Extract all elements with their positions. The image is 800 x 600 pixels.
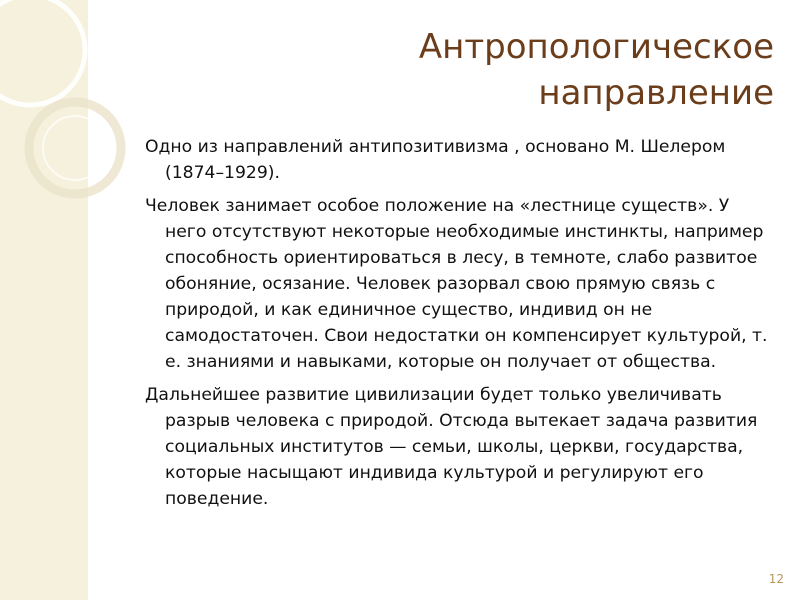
decorative-rings xyxy=(0,0,160,240)
paragraph-1: Одно из направлений антипозитивизма , основано М. Шелером (1874–1929). xyxy=(145,137,726,183)
paragraph-3: Дальнейшее развитие цивилизации будет только увеличивать разрыв человека с природой. Отсюда вытекает задача развития социальных институтов — семьи, школы, церкви, государства, которые насыщают индивида культурой и регулируют его поведение. xyxy=(145,385,758,509)
slide-title xyxy=(174,24,774,116)
title-line-1: Антропологическое xyxy=(418,27,774,67)
ring-inner xyxy=(43,116,107,180)
ring-top xyxy=(0,0,85,105)
slide-body xyxy=(145,134,775,519)
title-line-2: направление xyxy=(538,73,774,113)
page-number: 12 xyxy=(768,572,784,586)
paragraph-2: Человек занимает особое положение на «лестнице существ». У него отсутствуют некоторые необходимые инстинкты, например способность ориентироваться в лесу, в темноте, слабо развитое обоняние, осязание. Человек разорвал свою прямую связь с природой, и как единичное существо, индивид он не самодостаточен. Свои недостатки он компенсирует культурой, т. е. знаниями и навыками, которые он получает от общества. xyxy=(145,196,768,372)
